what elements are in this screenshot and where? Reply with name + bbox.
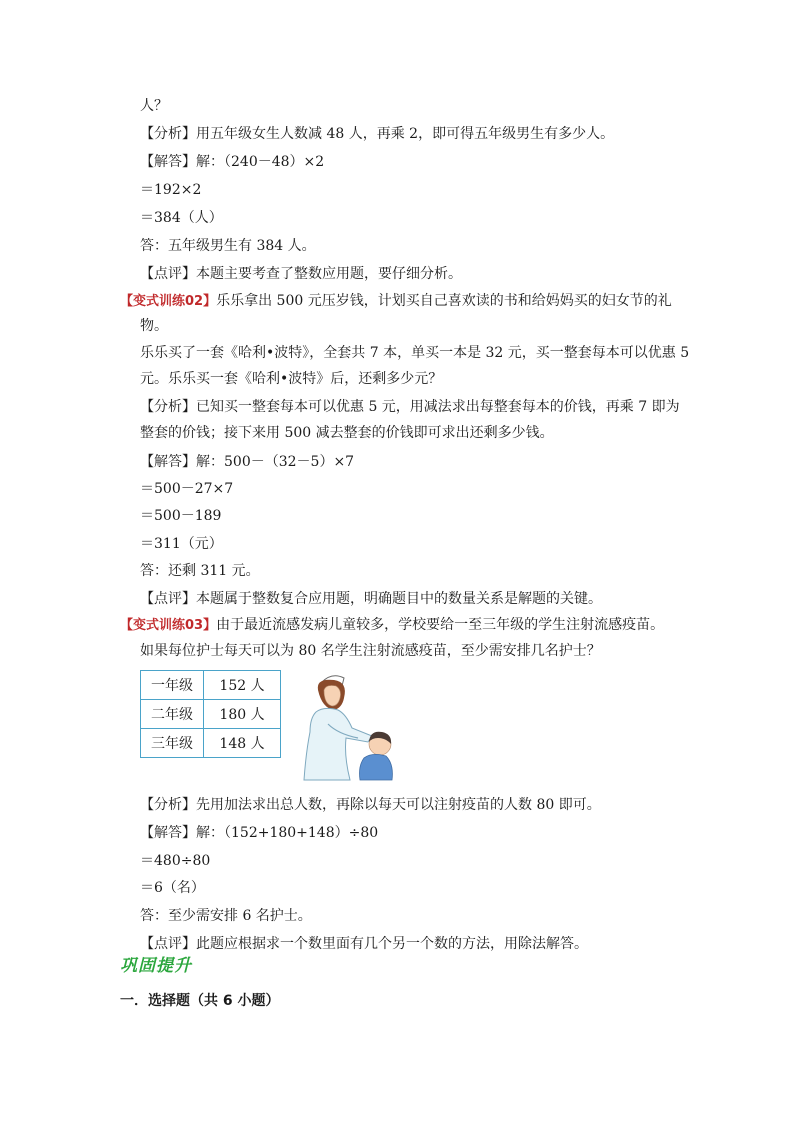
section-tag: 【解答】 (140, 825, 196, 841)
text-line (140, 906, 312, 926)
text-line (140, 152, 324, 172)
line-text: 物。 (140, 318, 168, 334)
line-text: 先用加法求出总人数，再除以每天可以注射疫苗的人数 80 即可。 (196, 797, 601, 813)
line-text: 解：500－（32－5）×7 (196, 454, 355, 470)
nurse-vaccination-illustration (294, 668, 398, 784)
text-line (140, 96, 168, 116)
section-tag: 【点评】 (140, 266, 196, 282)
line-text: 解：（152+180+148）÷80 (196, 825, 379, 841)
text-line (140, 561, 260, 581)
grade-students-table (140, 670, 281, 758)
text-line (140, 479, 233, 499)
text-line (140, 641, 601, 661)
section-heading: 一．选择题（共 6 小题） (120, 993, 280, 1009)
text-line (140, 534, 223, 554)
line-text: 答：还剩 311 元。 (140, 563, 260, 579)
line-text: 如果每位护士每天可以为 80 名学生注射流感疫苗，至少需安排几名护士？ (140, 643, 601, 659)
text-line (140, 180, 201, 200)
variant-training-label: 【变式训练03】 (120, 618, 217, 633)
section-tag: 【分析】 (140, 797, 196, 813)
text-line (140, 851, 210, 871)
section-tag: 【解答】 (140, 454, 196, 470)
section-tag: 【点评】 (140, 591, 196, 607)
line-text: 已知买一整套每本可以优惠 5 元，用减法求出每整套每本的价钱，再乘 7 即为 (196, 399, 680, 415)
text-line (140, 423, 554, 443)
table-row (141, 671, 281, 700)
line-text: 乐乐拿出 500 元压岁钱，计划买自己喜欢读的书和给妈妈买的妇女节的礼 (216, 293, 672, 309)
line-text: ＝311（元） (140, 536, 223, 552)
text-line (120, 291, 672, 312)
text-line (140, 316, 168, 336)
line-text: 本题主要考查了整数应用题，要仔细分析。 (196, 266, 462, 282)
text-line (140, 452, 354, 472)
section-tag: 【点评】 (140, 936, 196, 952)
text-line (140, 823, 378, 843)
line-text: ＝500－27×7 (140, 481, 234, 497)
line-text: 此题应根据求一个数里面有几个另一个数的方法，用除法解答。 (196, 936, 588, 952)
text-line (120, 615, 664, 636)
line-text: ＝6（名） (140, 880, 205, 896)
line-text: 由于最近流感发病儿童较多，学校要给一至三年级的学生注射流感疫苗。 (216, 617, 665, 633)
table-cell: 180 人 (204, 700, 281, 729)
line-text: 本题属于整数复合应用题，明确题目中的数量关系是解题的关键。 (196, 591, 602, 607)
text-line (140, 934, 588, 954)
text-line (140, 369, 442, 389)
variant-training-label: 【变式训练02】 (120, 294, 217, 309)
consolidate-label: 巩固提升 (120, 956, 192, 976)
table-row (141, 700, 281, 729)
table-cell: 三年级 (141, 729, 204, 758)
text-line (140, 795, 601, 815)
line-text: 乐乐买了一套《哈利•波特》，全套共 7 本，单买一本是 32 元，买一整套每本可以优惠 5 (140, 345, 690, 361)
text-line (140, 397, 680, 417)
table-cell: 148 人 (204, 729, 281, 758)
text-line (140, 506, 221, 526)
table-cell: 二年级 (141, 700, 204, 729)
line-text: ＝480÷80 (140, 853, 211, 869)
line-text: ＝384（人） (140, 210, 223, 226)
table-cell: 152 人 (204, 671, 281, 700)
line-text: ＝500－189 (140, 508, 222, 524)
line-text: 答：至少需安排 6 名护士。 (140, 908, 312, 924)
text-line (140, 264, 462, 284)
line-text: ＝192×2 (140, 182, 202, 198)
text-line (140, 878, 205, 898)
text-line (140, 208, 223, 228)
section-tag: 【分析】 (140, 126, 196, 142)
section-tag: 【分析】 (140, 399, 196, 415)
section-tag: 【解答】 (140, 154, 196, 170)
line-text: 答：五年级男生有 384 人。 (140, 238, 316, 254)
text-line (140, 589, 602, 609)
line-text: 人？ (140, 98, 168, 114)
text-line (140, 124, 614, 144)
line-text: 用五年级女生人数减 48 人，再乘 2，即可得五年级男生有多少人。 (196, 126, 615, 142)
table-cell: 一年级 (141, 671, 204, 700)
text-line (140, 343, 689, 363)
line-text: 解：（240－48）×2 (196, 154, 325, 170)
text-line (140, 236, 316, 256)
line-text: 元。乐乐买一套《哈利•波特》后，还剩多少元？ (140, 371, 443, 387)
table-row (141, 729, 281, 758)
line-text: 整套的价钱；接下来用 500 减去整套的价钱即可求出还剩多少钱。 (140, 425, 554, 441)
